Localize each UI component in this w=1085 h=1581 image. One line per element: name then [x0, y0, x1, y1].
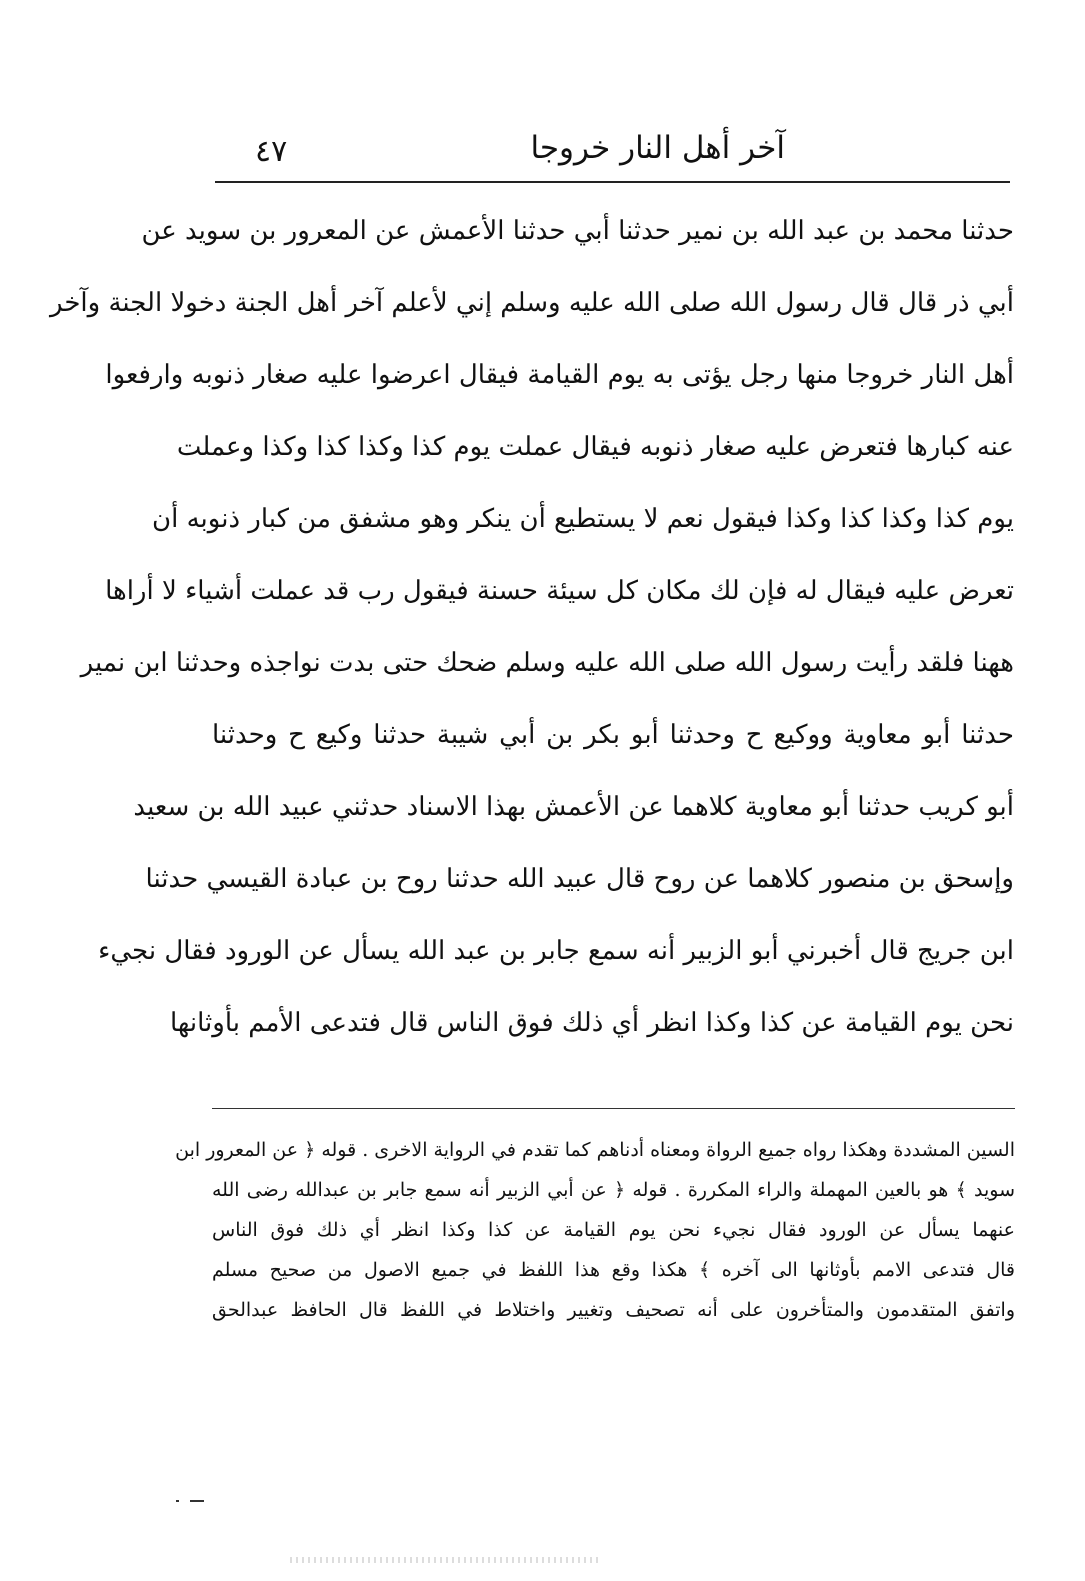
footnote-line: عنهما يسأل عن الورود فقال نجيء نحن يوم القيامة عن كذا وكذا انظر أي ذلك فوق الناس — [212, 1219, 1015, 1241]
main-text-line: نحن يوم القيامة عن كذا وكذا انظر أي ذلك فوق الناس قال فتدعى الأمم بأوثانها — [169, 1008, 1014, 1038]
footnote-line: سويد ﴾ هو بالعين المهملة والراء المكررة . قوله ﴿ عن أبي الزبير أنه سمع جابر بن عبدالله رضى الله — [212, 1179, 1015, 1201]
page-header — [215, 128, 1015, 180]
main-text-line: حدثنا محمد بن عبد الله بن نمير حدثنا أبي حدثنا الأعمش عن المعرور بن سويد عن — [141, 216, 1014, 246]
main-text-line: عنه كبارها فتعرض عليه صغار ذنوبه فيقال عملت يوم كذا وكذا كذا وكذا وعملت — [176, 432, 1014, 462]
page-title: آخر أهل النار خروجا — [530, 130, 785, 166]
main-text-line: تعرض عليه فيقال له فإن لك مكان كل سيئة حسنة فيقول رب قد عملت أشياء لا أراها — [105, 576, 1014, 606]
footnote-line: السين المشددة وهكذا رواه جميع الرواة ومعناه أدناهم كما تقدم في الرواية الاخرى . قوله ﴿ عن المعرور ابن — [175, 1139, 1015, 1161]
page-number: ٤٧ — [255, 134, 288, 169]
main-text-line: ابن جريج قال أخبرني أبو الزبير أنه سمع جابر بن عبد الله يسأل عن الورود فقال نجيء — [98, 936, 1014, 966]
main-text-block — [50, 195, 1014, 1059]
main-text-line: يوم كذا وكذا كذا وكذا فيقول نعم لا يستطيع أن ينكر وهو مشفق من كبار ذنوبه أن — [152, 504, 1014, 534]
main-text-line: أهل النار خروجا منها رجل يؤتى به يوم القيامة فيقال اعرضوا عليه صغار ذنوبه وارفعوا — [105, 360, 1014, 390]
main-text-line: وإسحق بن منصور كلاهما عن روح قال عبيد الله حدثنا روح بن عبادة القيسي حدثنا — [145, 864, 1014, 894]
main-text-line: حدثنا أبو معاوية ووكيع ح وحدثنا أبو بكر بن أبي شيبة حدثنا وكيع ح وحدثنا — [212, 720, 1014, 750]
main-text-line: أبو كريب حدثنا أبو معاوية كلاهما عن الأعمش بهذا الاسناد حدثني عبيد الله بن سعيد — [133, 792, 1014, 822]
footnote-line: واتفق المتقدمون والمتأخرون على أنه تصحيف وتغيير واختلاط في اللفظ قال الحافظ عبدالحق — [212, 1299, 1015, 1321]
main-text-line: أبي ذر قال قال رسول الله صلى الله عليه وسلم إني لأعلم آخر أهل الجنة دخولا الجنة وآخر — [50, 288, 1014, 318]
footnote-line: قال فتدعى الامم بأوثانها الى آخره ﴾ هكذا وقع هذا اللفظ في جميع الاصول من صحيح مسلم — [212, 1259, 1015, 1281]
main-text-line: ههنا فلقد رأيت رسول الله صلى الله عليه وسلم ضحك حتى بدت نواجذه وحدثنا ابن نمير — [80, 648, 1014, 678]
header-rule — [215, 181, 1010, 183]
scan-mark — [176, 1498, 206, 1504]
scan-noise — [290, 1557, 600, 1563]
footnote-separator — [212, 1108, 1015, 1109]
footnote-block — [175, 1130, 1015, 1330]
